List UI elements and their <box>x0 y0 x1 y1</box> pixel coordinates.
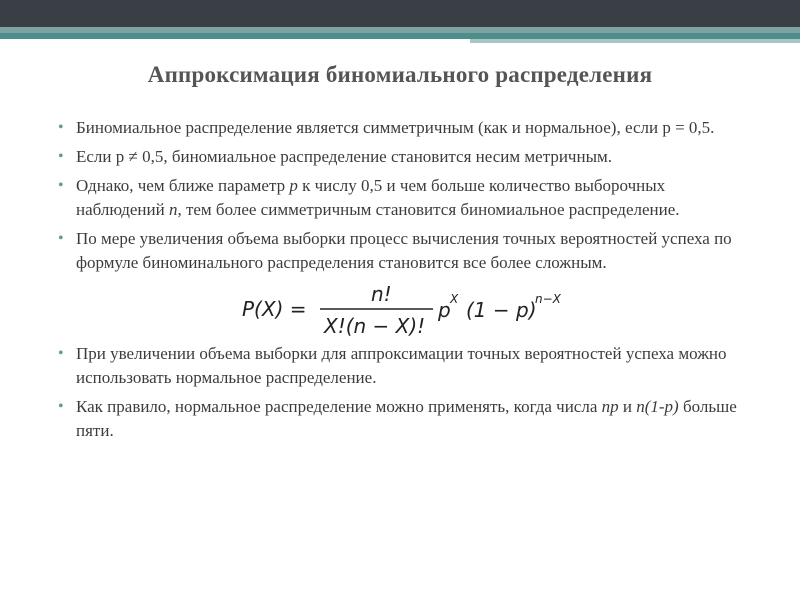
bullet-3-text-c: тем более симметричным становится биномиальное распределение. <box>181 200 680 219</box>
bullet-1-text: Биномиальное распределение является симметричным (как и нормальное), если р = 0,5. <box>76 118 715 137</box>
bullet-3-text-a: Однако, чем ближе параметр <box>76 176 290 195</box>
formula-p: p <box>438 298 451 322</box>
bullet-6-em-b: n(1-p) <box>636 397 679 416</box>
bullet-2-text: Если p ≠ 0,5, биномиальное распределение становится несим метричным. <box>76 147 613 166</box>
top-bar <box>0 0 800 27</box>
bullet-6 <box>58 395 758 443</box>
formula-numerator: n! <box>371 282 392 306</box>
bullet-5 <box>58 342 758 390</box>
bullet-5-text: При увеличении объема выборки для аппроксимации точных вероятностей успеха можно использовать нормальное распределение. <box>76 344 727 387</box>
bullet-6-text-a: Как правило, нормальное распределение можно применять, когда числа <box>76 397 602 416</box>
bullet-4 <box>58 227 758 275</box>
formula-exponent-n-minus-x: n−X <box>535 292 561 306</box>
bullet-3-em-a: р <box>289 176 298 195</box>
bullet-4-text: По мере увеличения объема выборки процесс вычисления точных вероятностей успеха по формуле биноминального распределения становится все более сложным. <box>76 229 732 272</box>
formula-lhs: P(X) = <box>242 297 307 321</box>
formula-one-minus-p: (1 − p) <box>466 298 537 322</box>
slide-title: Аппроксимация биномиального распределения <box>147 62 653 87</box>
bullet-3 <box>58 174 758 222</box>
bullet-6-text-b: и <box>618 397 637 416</box>
bullet-6-text-c: больше пяти. <box>76 397 737 440</box>
bullet-3-text-b: к числу 0,5 и чем больше количество выборочных наблюдений <box>76 176 666 219</box>
bullet-1 <box>58 116 758 140</box>
formula-graphic <box>238 281 578 339</box>
bullet-6-em-a: np <box>601 397 619 416</box>
formula-exponent-x: X <box>450 292 459 306</box>
top-bar-stripe-short <box>470 39 800 43</box>
slide-content <box>58 116 758 448</box>
bullet-2 <box>58 145 758 169</box>
binomial-formula <box>58 280 758 340</box>
bullet-3-em-b: n, <box>168 200 182 219</box>
formula-denominator: X!(n − X)! <box>324 314 426 338</box>
